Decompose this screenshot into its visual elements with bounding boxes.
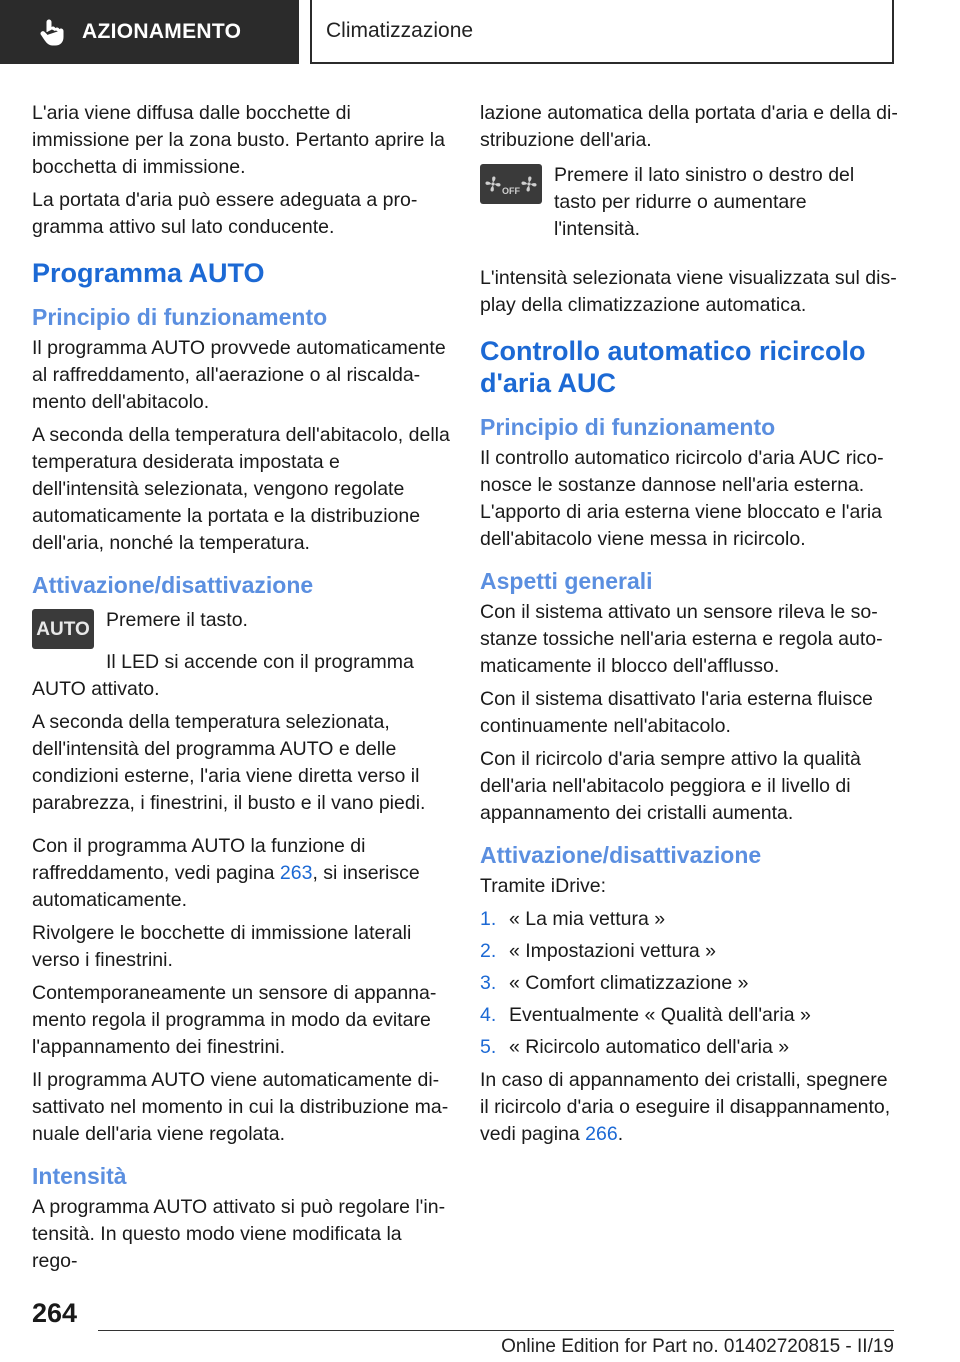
fan-off-label: OFF — [502, 185, 520, 196]
paragraph: Con il ricircolo d'aria sempre attivo la qualità dell'aria nell'abitacolo peggiora e il livello di appannamento dei cristalli aumenta. — [480, 748, 861, 824]
auto-button-row — [32, 607, 450, 649]
page-link-263[interactable]: 263 — [279, 862, 313, 884]
heading-programma-auto: Programma AUTO — [32, 258, 265, 288]
subheading-principio: Principio di funzionamento — [480, 414, 776, 440]
paragraph: Con il sistema disattivato l'aria esterna fluisce continuamente nell'abitacolo. — [480, 688, 873, 737]
paragraph-with-link: In caso di appannamento dei cristalli, spegnere il ricircolo d'aria o eseguire il disappannamento, vedi pagina 266. — [480, 1069, 891, 1145]
fan-icon — [520, 173, 538, 195]
subheading-attivazione: Attivazione/disattivazione — [480, 842, 762, 868]
paragraph: A seconda della temperatura dell'abitacolo, della temperatura desiderata impostata e dell'intensità selezionata, vengono regolate automaticamente la portata e la distribuzione dell'aria, nonché la temperatura. — [32, 424, 450, 554]
paragraph: Il programma AUTO provvede automaticamente al raffreddamento, all'aerazione o al riscaldamento dell'abitacolo. — [32, 337, 446, 413]
paragraph: lazione automatica della portata d'aria e della distribuzione dell'aria. — [480, 102, 898, 151]
paragraph: L'aria viene diffusa dalle bocchette di immissione per la zona busto. Pertanto aprire la bocchetta di immissione. — [32, 102, 445, 178]
paragraph: Il LED si accende con il programma AUTO attivato. — [32, 651, 414, 700]
paragraph: Premere il tasto. — [106, 609, 248, 631]
list-item: 4. Eventualmente « Qualità dell'aria » — [480, 1004, 811, 1026]
fan-icon — [484, 173, 502, 195]
paragraph: Il controllo automatico ricircolo d'aria AUC riconosce le sostanze dannose nell'aria esterna. L'apporto di aria esterna viene bloccato e l'aria dell'abitacolo viene messa in ricircolo. — [480, 447, 884, 550]
paragraph: L'intensità selezionata viene visualizzata sul display della climatizzazione automatica. — [480, 267, 897, 316]
subheading-principio: Principio di funzionamento — [32, 304, 328, 330]
list-item: 2. « Impostazioni vettura » — [480, 940, 717, 962]
page-number: 264 — [32, 1298, 78, 1328]
paragraph: Contemporaneamente un sensore di appannamento regola il programma in modo da evitare l'appannamento dei finestrini. — [32, 982, 437, 1058]
paragraph: Tramite iDrive: — [480, 875, 607, 897]
paragraph: Premere il lato sinistro o destro del tasto per ridurre o aumentare l'intensità. — [554, 164, 855, 240]
list-item: 1. « La mia vettura » — [480, 908, 666, 930]
fan-button-image — [480, 164, 542, 204]
paragraph-with-link: Con il programma AUTO la funzione di raffreddamento, vedi pagina 263, si inserisce automaticamente. — [32, 835, 420, 911]
idrive-steps — [480, 906, 898, 1061]
right-column — [480, 100, 898, 1154]
chapter-tab — [310, 0, 894, 64]
section-tab — [0, 0, 299, 64]
section-title: AZIONAMENTO — [82, 20, 242, 43]
paragraph: A seconda della temperatura selezionata, dell'intensità del programma AUTO e delle condizioni esterne, l'aria viene diretta verso il parabrezza, i finestrini, il busto e il vano piedi. — [32, 711, 426, 814]
paragraph: La portata d'aria può essere adeguata a programma attivo sul lato conducente. — [32, 189, 418, 238]
paragraph: A programma AUTO attivato si può regolare l'intensità. In questo modo viene modificata la rego- — [32, 1196, 446, 1272]
fan-button-row — [480, 162, 898, 249]
footer-divider — [98, 1330, 894, 1331]
chapter-title: Climatizzazione — [326, 19, 474, 42]
auto-button-image: AUTO — [32, 609, 94, 649]
footer-edition: Online Edition for Part no. 01402720815 - II/19 — [501, 1336, 894, 1357]
hand-pointer-icon — [38, 18, 66, 46]
subheading-intensita: Intensità — [32, 1163, 127, 1189]
heading-auc: Controllo automatico ricircolo d'aria AUC — [480, 336, 866, 398]
paragraph: Rivolgere le bocchette di immissione laterali verso i finestrini. — [32, 922, 412, 971]
list-item: 3. « Comfort climatizzazione » — [480, 972, 749, 994]
list-item: 5. « Ricircolo automatico dell'aria » — [480, 1036, 790, 1058]
page-link-266[interactable]: 266 — [585, 1123, 618, 1145]
subheading-attivazione: Attivazione/disattivazione — [32, 572, 314, 598]
left-column — [32, 100, 450, 1281]
subheading-aspetti: Aspetti generali — [480, 568, 653, 594]
paragraph: Con il sistema attivato un sensore rileva le sostanze tossiche nell'aria esterna e regola automaticamente il blocco dell'afflusso. — [480, 601, 883, 677]
paragraph: Il programma AUTO viene automaticamente disattivato nel momento in cui la distribuzione manuale dell'aria viene regolata. — [32, 1069, 449, 1145]
